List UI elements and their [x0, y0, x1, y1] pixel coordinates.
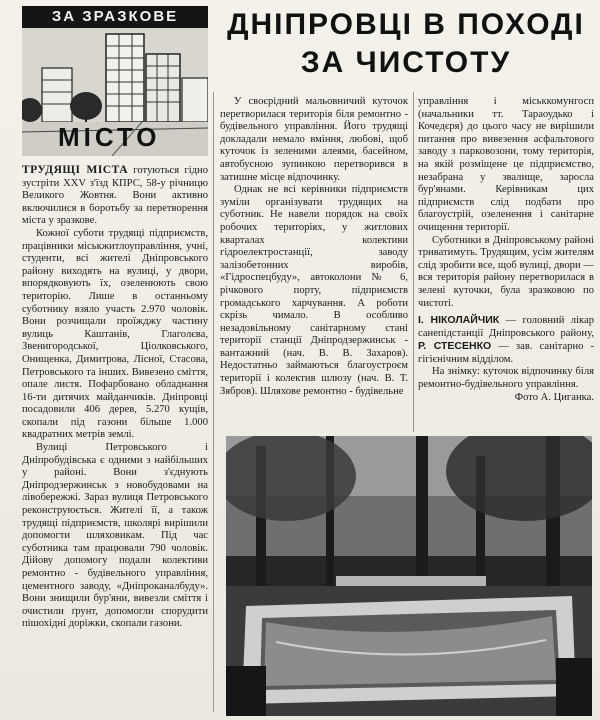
- column-divider: [213, 92, 214, 712]
- paragraph-text: готуються гідно зустріти XXV з'їзд КПРС, 58-у річницю Великого Жовтня. Вони активно включилися в боротьбу за перетворення міста у зразкове.: [22, 165, 209, 227]
- author-signature: [418, 314, 594, 366]
- headline-line-1: ДНІПРОВЦІ В ПОХОДІ: [227, 8, 585, 41]
- author-name-2: Р. СТЕСЕНКО: [418, 340, 492, 353]
- rubric-top-label: ЗА ЗРАЗКОВЕ: [22, 6, 208, 28]
- article-column-2: [220, 96, 408, 398]
- rubric-bottom-label: МІСТО: [58, 122, 161, 152]
- headline-line-2: ЗА ЧИСТОТУ: [300, 46, 512, 79]
- article-photo: [226, 436, 592, 716]
- paragraph: [22, 164, 208, 228]
- author-role-1: — головний лікар санепідстанції Дніпровського району,: [418, 315, 594, 339]
- column-divider: [413, 92, 414, 432]
- paragraph: У своєрідний мальовничий куточок перетворилася територія біля ремонтно - будівельного управління. Його трудящі докладали немало вміння, любові, щоб куточок із зеленими алеями, басейном, автобусною зупинкою перетворився в затишне місце відпочинку.: [220, 96, 408, 183]
- paragraph: Вулиці Петровського і Дніпробудівська є одними з найбільших у районі. Вони з'єднують Дніпродзержинськ з новобудовами на лівобережжі. Зараз вулиця Петровського реконструюється. Жителі її, а також трудящі підприємств, школярі вирішили допомогти шляховикам. Під час суботника там працювали 790 чоловік. Дійову допомогу подали колективи ремонтно - будівельного управління, цементного заводу, «Дніпроканалбуду». Вони знищили бур'яни, вивезли сміття і очистили ґрунт, допомогли спорудити пішохідні доріжки, скопали газони.: [22, 442, 208, 630]
- photo-credit: Фото А. Циганка.: [514, 391, 594, 403]
- paragraph: управління і міськкомунгосп (начальники тт. Тараоудько і Кочедєря) до цього часу не вирішили питання про вивезення асфальтового заводу з парковозони, тому територія, на якій розміщене це підприємство, незабрана у звалище, заросла бур'янами. Керівникам цих підприємств слід подбати про благоустрій, озеленення і санітарне очищення території.: [418, 96, 594, 233]
- paragraph: Суботники в Дніпровському районі триватимуть. Трудящим, усім жителям слід зробити все, щоб вулиці, двори — вся територія району перетворилася в зелені куточки, була зразковою по чистоті.: [418, 234, 594, 309]
- article-headline: [220, 6, 592, 82]
- author-name-1: І. НІКОЛАЙЧИК: [418, 314, 500, 327]
- article-column-3: [418, 96, 594, 404]
- lead-words: ТРУДЯЩІ МІСТА: [22, 164, 129, 176]
- paragraph: Кожної суботи трудящі підприємств, працівники міськжитлоуправління, учні, студенти, всі жителі Дніпровського району виходять на вулиці, у двори, впорядковують їх, озеленюють свою територію. Лише в останньому суботнику взяло участь 2.970 чоловік. Вони розчищали проїжджу частину вулиць Каштанів, Глаголєва, Звенигородської, Ціолковського, Онищенка, Димитрова, Лісної, Стасова, Петровського та інших. Вивезено сміття, опале листя. Пофарбовано обладнання 16-ти дитячих майданчиків. Дніпровці посадовили 406 дерев, 5.270 кущів, скопали під газони більше 1.000 квадратних метрів землі.: [22, 227, 208, 441]
- paragraph: Однак не всі керівники підприємств зуміли організувати трудящих на суботник. Не навели порядок на своїх робочих територіях, у житлових кварталах колективи гідроелектростанції, заводу залізобетонних виробів, «Гідроспецбуду», автоколони № 6, річкового порту, підприємств громадського харчування. А роботи скрізь чимало. В особливо незадовільному санітарному стані території станції Дніпродзержинськ - вантажний (нач. В. В. Захаров). Недостатньо займаються благоустроєм території і колектив шлюзу (нач. В. Т. Зябров). Шляхове ремонтно - будівельне: [220, 184, 408, 397]
- photo-caption: На знімку: куточок відпочинку біля ремонтно-будівельного управління.: [418, 366, 594, 391]
- author-role-2: — зав. санітарно - гігієнічним відділом.: [418, 341, 595, 365]
- rubric-emblem: [22, 6, 208, 156]
- article-column-1: [22, 164, 208, 631]
- park-pool-photo: [226, 436, 592, 716]
